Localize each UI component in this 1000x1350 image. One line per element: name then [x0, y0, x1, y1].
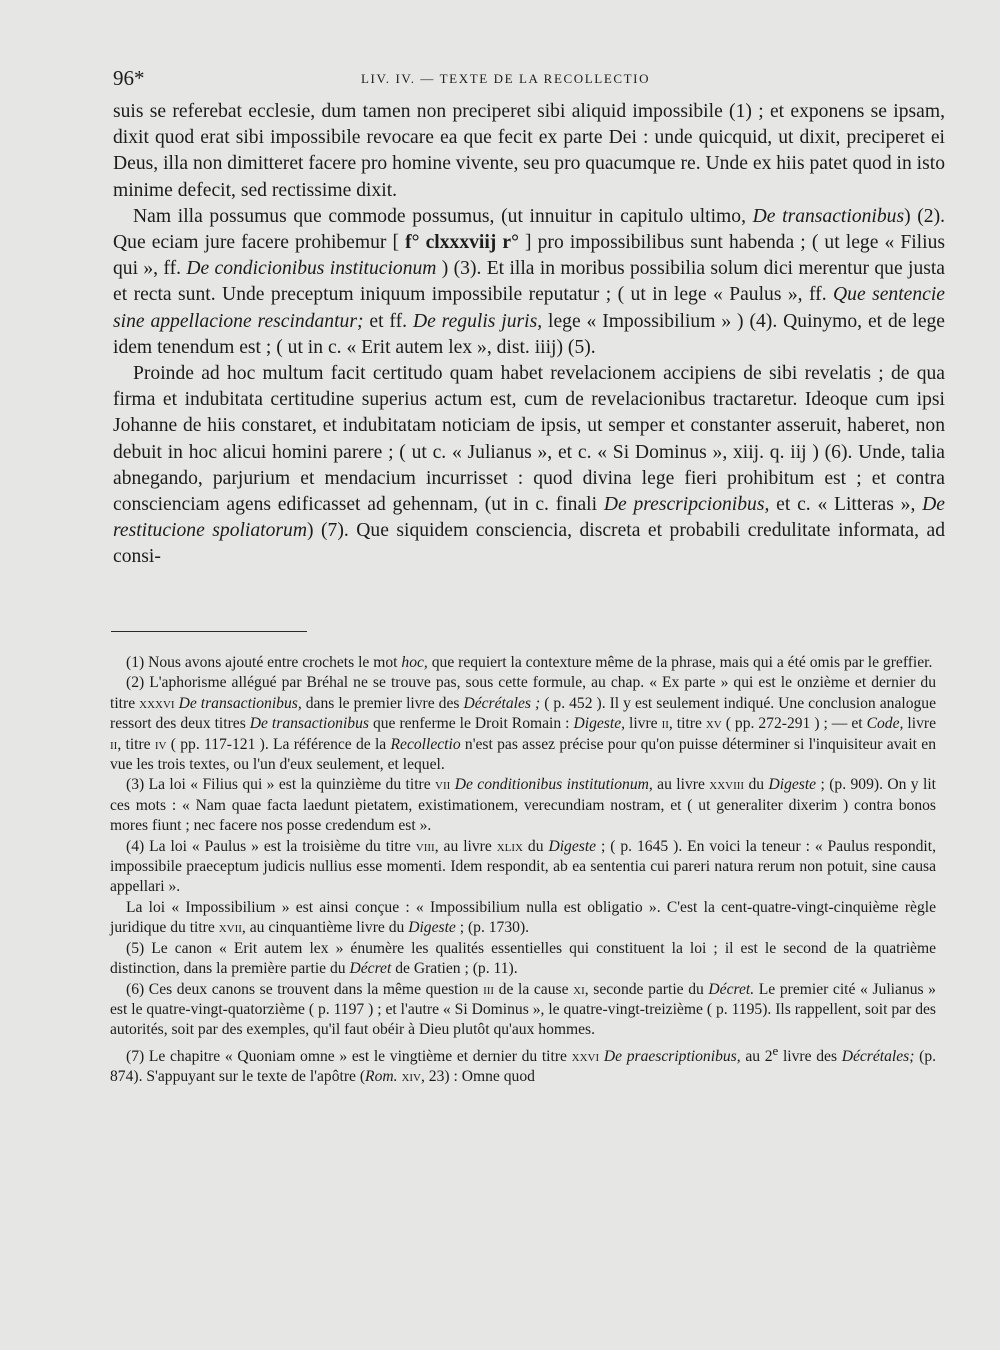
roman-numeral: iii: [483, 980, 495, 998]
footnote-6: [110, 980, 936, 1041]
italic-title: Que sentencie sine appellacione rescindantur;: [113, 284, 945, 332]
italic-title: Digeste: [408, 919, 456, 937]
text-run: ( p. 452 ). Il y est seulement indiqué. Une conclusion analogue ressort des deux titres: [110, 694, 937, 733]
text-run: (7) Le chapitre « Quoniam omne » est le vingtième et dernier du titre: [126, 1047, 572, 1065]
text-run: La loi « Impossibilium » est ainsi conçue : « Impossibilium nulla est obligatio ». C'est la cent-quatre-vingt-cinquième règle juridique du titre: [110, 898, 936, 937]
roman-numeral: ii: [661, 715, 669, 733]
paragraph-1: [113, 99, 945, 204]
text-run: et c. « Litteras »,: [769, 494, 923, 516]
italic-title: Code,: [866, 715, 904, 733]
roman-numeral: xv: [705, 715, 722, 733]
roman-numeral: xxvi: [571, 1047, 600, 1065]
text-run: ] pro impossibilibus sunt habenda ; ( ut lege « Filius qui », ff.: [113, 232, 945, 280]
text-run: ( pp. 272-291 ) ; — et: [721, 715, 867, 733]
text-run: Le premier cité « Julianus » est le quatre-vingt-quatorzième ( p. 1197 ) ; et l'autre « Si Dominus », le quatre-vingt-treizième ( p. 1195). Ils rappellent, soit par des autorités, soit par des exemples, qu'il faut obéir à Dieu plutôt qu'aux hommes.: [110, 980, 936, 1039]
italic-title: De restitucione spoliatorum: [113, 494, 945, 542]
text-run: , titre: [117, 735, 155, 753]
paragraph-3: [113, 361, 945, 571]
text-run: Nam illa possumus que commode possumus, (ut innuitur in capitulo ultimo,: [133, 205, 753, 227]
italic-title: De transactionibus: [249, 715, 369, 733]
text-run: du: [522, 837, 549, 855]
text-run: ; ( p. 1645 ). En voici la teneur : « Paulus respondit, impossibile praeceptum judicis nullius esse momenti. Idem respondit, ab ea sententia cui pareri natura rerum non potuit, sine causa appellari ».: [110, 837, 936, 896]
paragraph-2: [113, 204, 945, 361]
footnote-2: [110, 673, 936, 775]
running-head: LIV. IV. — TEXTE DE LA RECOLLECTIO: [361, 71, 651, 86]
text-run: ; (p. 1730).: [455, 919, 530, 937]
footnote-divider: [111, 631, 307, 632]
text-run: que renferme le Droit Romain :: [368, 715, 574, 733]
roman-numeral: xvii: [218, 919, 242, 937]
text-run: , titre: [668, 715, 706, 733]
text-run: et ff.: [363, 310, 413, 332]
text-run: ; (p. 909). On y lit ces mots : « Nam quae facta laedunt pietatem, existimationem, verecundiam nostram, et ( ut generaliter dixerim ) contra bonos mores fiunt ; nec facere nos posse credendum est ».: [110, 776, 936, 835]
superscript: e: [772, 1042, 779, 1058]
text-run: dans le premier livre des: [301, 694, 464, 712]
text-run: du: [744, 776, 769, 794]
footnote-5: [110, 939, 936, 980]
text-run: , au livre: [434, 837, 497, 855]
text-run: lege « Impossibilium » ) (4). Quinymo, et de lege idem tenendum est ; ( ut in c. « Erit autem lex », dist. iiij) (5).: [113, 310, 946, 358]
text-run: (4) La loi « Paulus » est la troisième du titre: [126, 837, 416, 855]
text-run: livre: [625, 715, 662, 733]
text-run: , au cinquantième livre du: [241, 919, 409, 937]
italic-title: Rom.: [365, 1068, 398, 1086]
footnote-4: [110, 837, 936, 898]
text-run: (3) La loi « Filius qui » est la quinzième du titre: [126, 776, 436, 794]
italic-title: Recollectio: [390, 735, 461, 753]
roman-numeral: xlix: [496, 837, 523, 855]
roman-numeral: viii: [415, 837, 435, 855]
folio-reference: f° clxxxviij r°: [405, 232, 519, 254]
italic-title: De prescripcionibus,: [603, 494, 770, 516]
text-run: ( pp. 117-121 ). La référence de la: [166, 735, 391, 753]
text-run: au livre: [652, 776, 710, 794]
page-number: 96*: [113, 66, 145, 90]
footnote-7: [110, 1041, 936, 1088]
italic-title: De transactionibus: [752, 205, 905, 227]
text-run: (6) Ces deux canons se trouvent dans la même question: [126, 980, 484, 998]
text-run: Proinde ad hoc multum facit certitudo quam habet revelacionem accipiens de sibi revelatis ; de qua firma et indubitata certitudine superius actum est, cum de revelacionibus tractaretur. Ideoque cum ipsi Johanne de hiis constaret, et indubitatam noticiam de ipsis, ut semper et constanter asseruit, haberet, non debuit in hoc alicui homini parere ; ( ut c. « Julianus », et c. « Si Dominus », xiij. q. iij ) (6). Unde, talia abnegando, parjurium et mendacium incurrisset : quod divina lege fieri prohibitum est ; et contra conscienciam agens edificasset ad gehennam, (ut in c. finali: [113, 363, 945, 516]
text-run: de la cause: [494, 980, 574, 998]
footnotes: [110, 653, 936, 1088]
footnote-3: [110, 775, 936, 836]
italic-word: hoc,: [401, 654, 428, 671]
italic-title: De praescriptionibus,: [603, 1047, 741, 1065]
text-run: , 23) : Omne quod: [421, 1068, 535, 1086]
roman-numeral: ii: [110, 735, 118, 753]
italic-title: Digeste: [768, 776, 817, 794]
italic-title: Décrétales;: [841, 1047, 915, 1065]
italic-title: Décret: [349, 960, 392, 978]
text-run: (p. 874). S'appuyant sur le texte de l'apôtre (: [110, 1047, 937, 1086]
roman-numeral: iv: [154, 735, 167, 753]
roman-numeral: vii: [435, 776, 451, 794]
footnote-4-continued: [110, 898, 936, 939]
text-run: ) (7). Que siquidem consciencia, discreta et probabili credulitate informata, ad consi-: [113, 520, 945, 568]
text-run: (5) Le canon « Erit autem lex » énumère les qualités essentielles qui constituent la loi ; il est le second de la quatrième distinction, dans la première partie du: [110, 939, 936, 978]
italic-title: Digeste,: [573, 715, 626, 733]
italic-title: Décret.: [708, 980, 755, 998]
text-run: que requiert la contexture même de la phrase, mais qui a été omis par le greffier.: [427, 654, 933, 671]
italic-title: Digeste: [548, 837, 597, 855]
text-run: au 2: [740, 1047, 773, 1065]
text-run: de Gratien ; (p. 11).: [391, 960, 518, 978]
roman-numeral: xiv: [401, 1068, 421, 1086]
main-text: [113, 99, 945, 571]
italic-title: De regulis juris,: [412, 310, 543, 332]
text-run: livre des: [778, 1047, 842, 1065]
roman-numeral: xxviii: [709, 776, 745, 794]
text-run: ) (3). Et illa in moribus possibilia solum dici merentur que justa et recta sunt. Unde preceptum iniquum impossibile reputatur ; ( ut in lege « Paulus », ff.: [113, 258, 946, 306]
page-header: [113, 66, 943, 90]
italic-title: De condicionibus institucionum: [186, 258, 437, 280]
text-run: (1) Nous avons ajouté entre crochets le mot: [126, 654, 402, 671]
footnote-1: [110, 653, 936, 673]
italic-title: De transactionibus,: [178, 694, 302, 712]
text-run: ) (2). Que eciam jure facere prohibemur [: [113, 205, 946, 254]
roman-numeral: xxxvi: [139, 694, 175, 712]
roman-numeral: xi: [573, 980, 585, 998]
text-run: livre: [903, 715, 936, 733]
text-run: (2) L'aphorisme allégué par Bréhal ne se trouve pas, sous cette formule, au chap. « Ex parte » qui est le onzième et dernier du titre: [110, 674, 936, 712]
italic-title: Décrétales ;: [463, 694, 541, 712]
text-run: n'est pas assez précise pour qu'on puisse déterminer si l'inquisiteur avait en vue les trois textes, ou l'un d'eux seulement, et lequel.: [110, 735, 937, 774]
text-run: , seconde partie du: [584, 980, 709, 998]
italic-title: De conditionibus institutionum,: [454, 776, 653, 794]
text-run: suis se referebat ecclesie, dum tamen non preciperet sibi aliquid impossibile (1) ; et exponens se ipsam, dixit quod erat sibi impossibile revocare ea que fecit ex parte Dei : unde quicquid, ut dixit, preciperet ei Deus, illa non dimitteret facere pro homine vivente, seu pro quacumque re. Unde ex hiis patet quod in isto minime defecit, sed rectissime dixit.: [113, 101, 945, 201]
